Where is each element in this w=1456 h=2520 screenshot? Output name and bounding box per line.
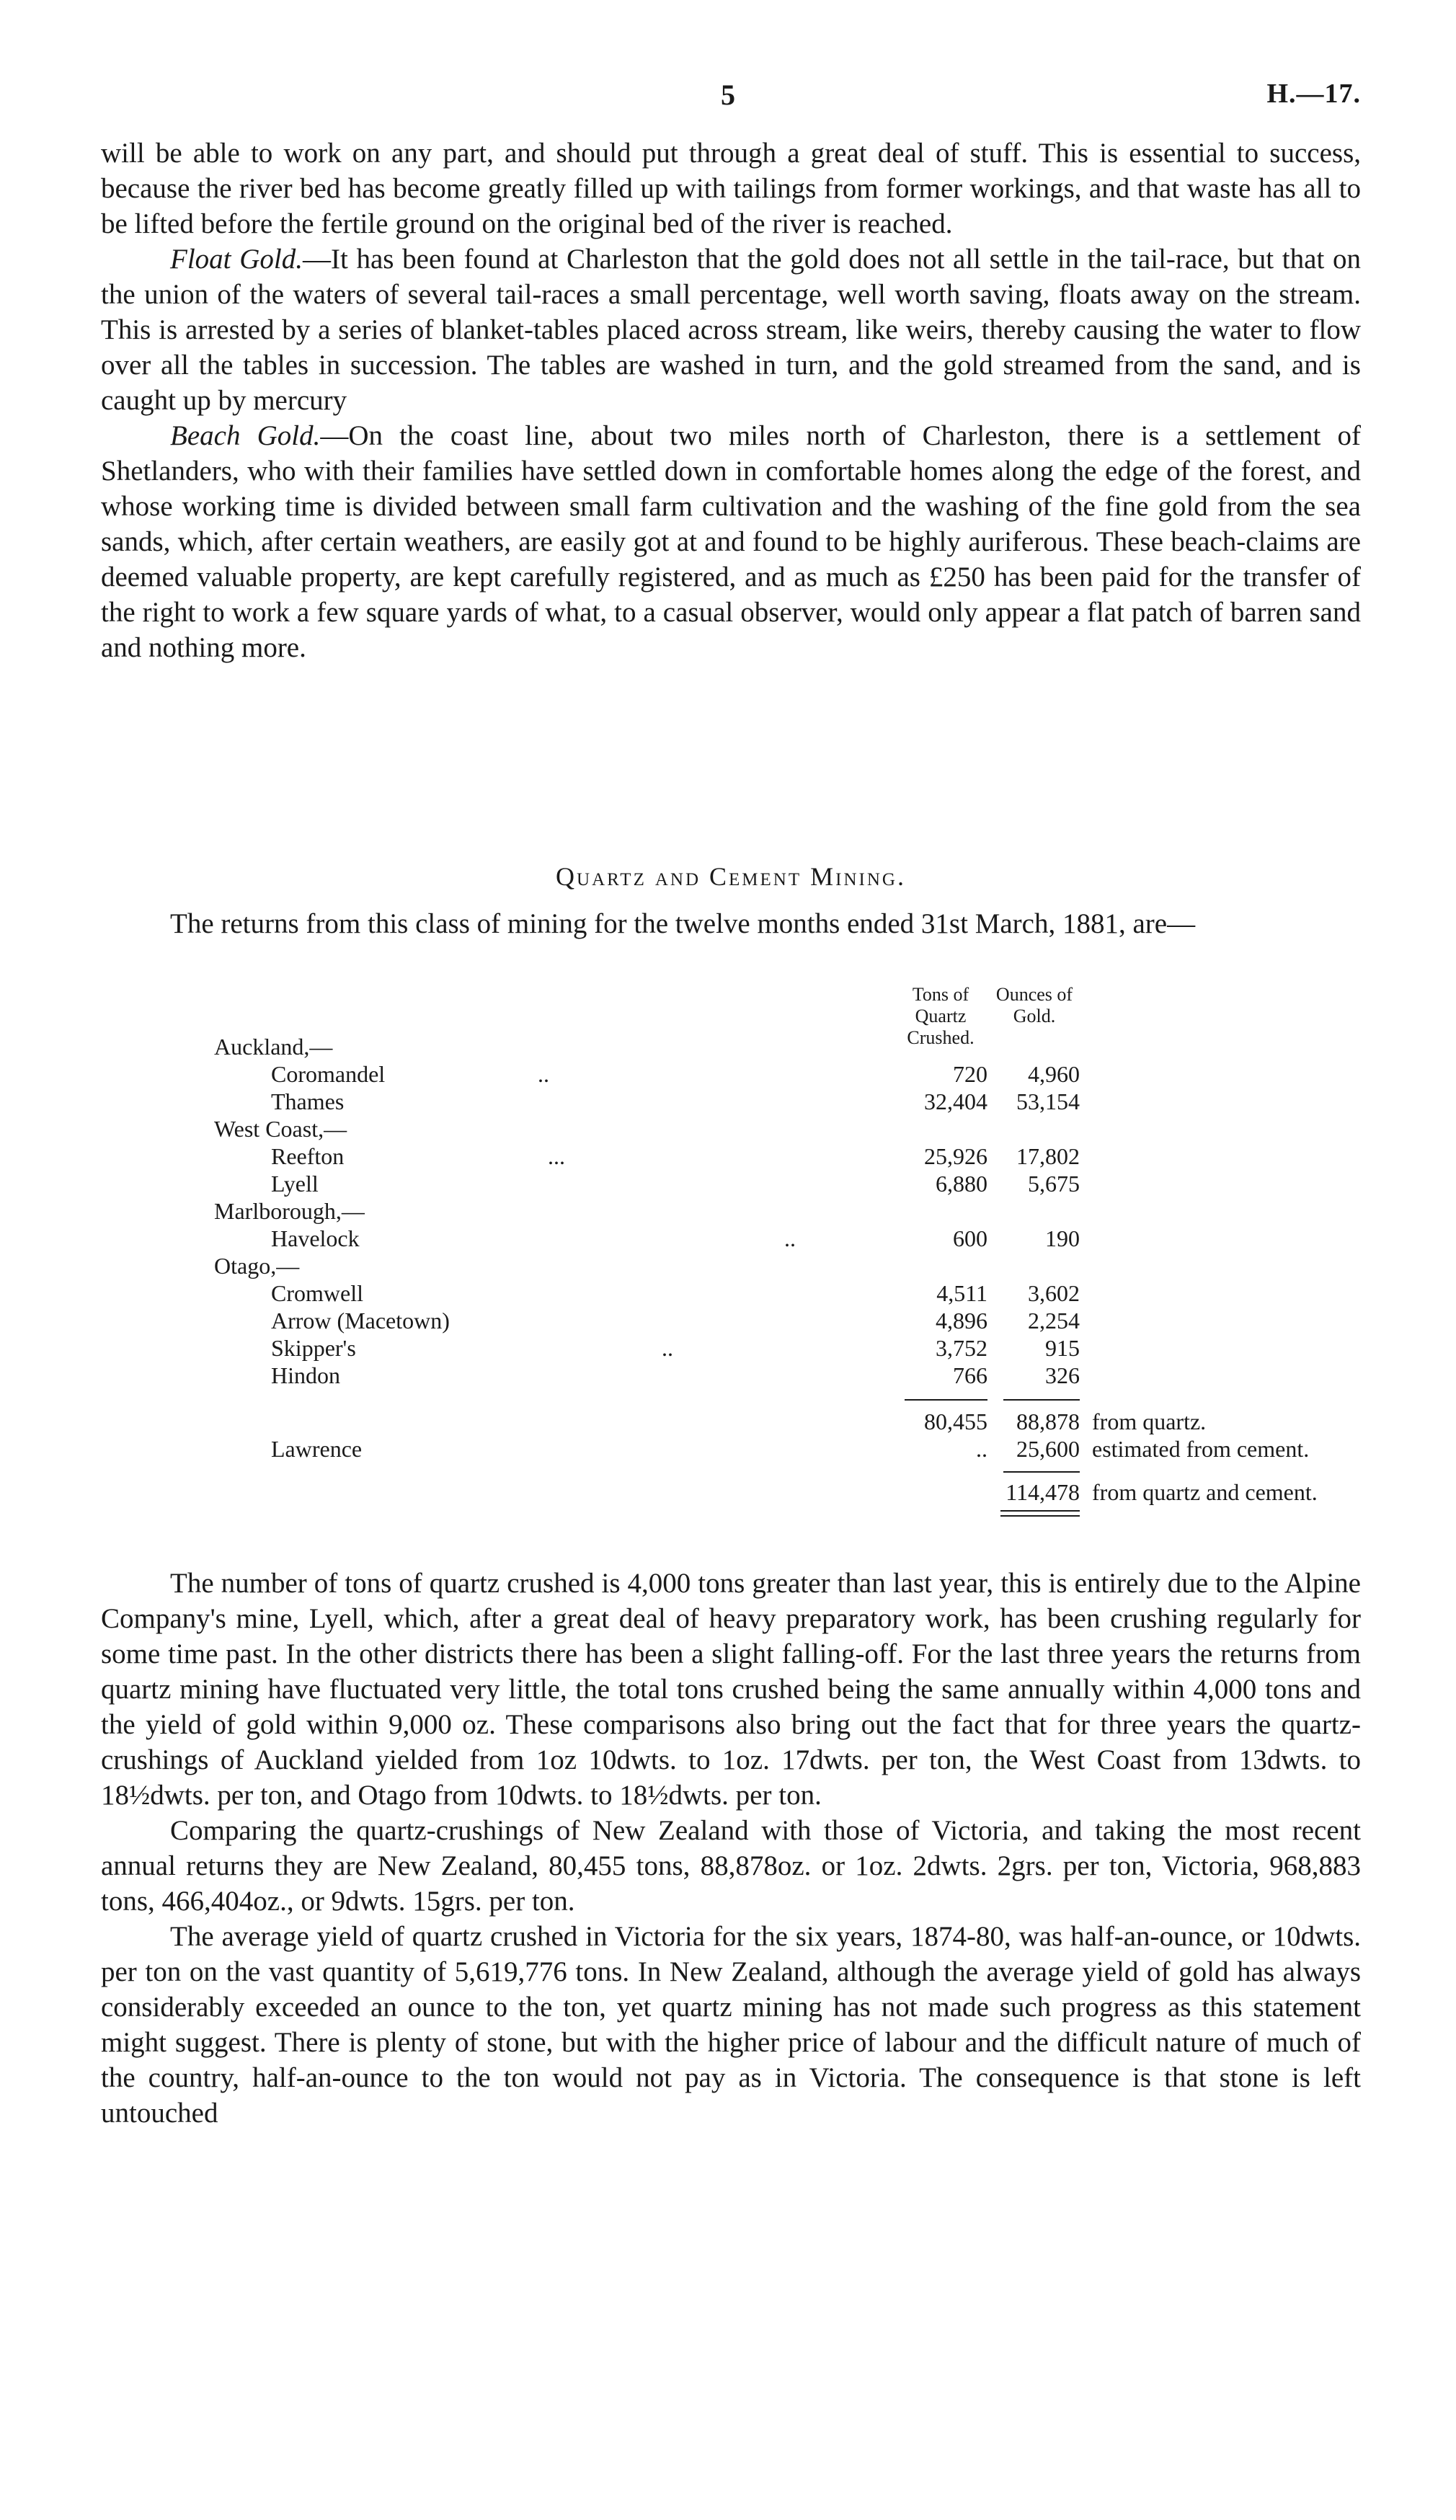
row-leader: ..	[784, 1225, 796, 1251]
row-tons: 4,511	[936, 1280, 987, 1306]
returns-table	[101, 984, 1361, 1532]
paragraph-river-bed: will be able to work on any part, and should put through a great deal of stuff. This is essential to success, because the river bed has become greatly filled up with tailings from former workings, and that waste has all to be lifted before the fertile ground on the original bed of the river is reached.	[101, 138, 1361, 239]
page-header	[101, 78, 1361, 114]
row-ounces: 17,802	[1016, 1143, 1080, 1169]
intro-text: The returns from this class of mining for the twelve months ended 31st March, 1881, are—	[170, 908, 1196, 939]
row-label: Lyell	[271, 1171, 319, 1197]
subtotal-ounces: 88,878	[1016, 1408, 1080, 1434]
beach-gold-text: —On the coast line, about two miles north of Charleston, there is a settlement of Shetlanders, who with their families have settled down in comfortable homes along the edge of the forest, and whose working time is divided between small farm cultivation and the washing of the fine gold from the sea sands, which, after certain weathers, are easily got at and found to be highly auriferous. These beach-claims are deemed valuable property, are kept carefully registered, and as much as £250 has been paid for the transfer of the right to work a few square yards of what, to a casual observer, would only appear a flat patch of barren sand and nothing more.	[101, 420, 1361, 663]
row-label: Marlborough,—	[214, 1198, 365, 1224]
table-row	[101, 1334, 1361, 1362]
float-gold-title: Float Gold.	[170, 244, 303, 275]
column-header-tons: Tons of Quartz Crushed.	[907, 984, 975, 1048]
row-ounces: 2,254	[1028, 1308, 1080, 1334]
lawrence-note: estimated from cement.	[1092, 1436, 1310, 1462]
total-double-rule-1	[1000, 1510, 1080, 1512]
row-label: Arrow (Macetown)	[271, 1308, 450, 1334]
section-heading: Quartz and Cement Mining.	[556, 862, 906, 891]
paragraph-average-yield: The average yield of quartz crushed in Victoria for the six years, 1874-80, was half-an-ounce, or 10dwts. per ton on the vast quantity of 5,619,776 tons. In New Zealand, although the average yield of gold has always considerably exceeded an ounce to the ton, yet quartz mining has not made such progress as this statement might suggest. There is plenty of stone, but with the higher price of labour and the difficult nature of much of the country, half-an-ounce to the ton would not pay as in Victoria. The consequence is that stone is left untouched	[101, 1921, 1361, 2129]
lawrence-tons: ..	[976, 1436, 987, 1462]
table-row	[101, 1307, 1361, 1334]
row-leader: ...	[548, 1143, 565, 1169]
subtotal-rule-ounces	[1003, 1399, 1080, 1401]
table-row	[101, 1088, 1361, 1115]
table-row	[101, 1170, 1361, 1197]
body-text-top	[101, 136, 1361, 665]
total-row	[101, 1478, 1361, 1506]
row-tons: 3,752	[936, 1335, 987, 1361]
table-row	[101, 1225, 1361, 1252]
table-row	[101, 1143, 1361, 1170]
row-tons: 600	[953, 1225, 987, 1251]
table-row	[101, 1252, 1361, 1279]
document-page	[101, 0, 1361, 2520]
paragraph-float-gold	[101, 241, 1361, 418]
float-gold-text: —It has been found at Charleston that the gold does not all settle in the tail-race, but that on the union of the waters of several tail-races a small percentage, well worth saving, floats away on the stream. This is arrested by a series of blanket-tables placed across stream, like weirs, thereby causing the water to flow over all the tables in succession. The tables are washed in turn, and the gold streamed from the sand, and is caught up by mercury	[101, 244, 1361, 416]
row-tons: 766	[953, 1362, 987, 1388]
row-label: Hindon	[271, 1362, 340, 1388]
row-label: Havelock	[271, 1225, 360, 1251]
row-ounces: 5,675	[1028, 1171, 1080, 1197]
row-ounces: 190	[1045, 1225, 1080, 1251]
row-ounces: 915	[1045, 1335, 1080, 1361]
row-tons: 720	[953, 1061, 987, 1087]
beach-gold-title: Beach Gold.	[170, 420, 321, 451]
body-text-bottom	[101, 1566, 1361, 2131]
table-row	[101, 1362, 1361, 1389]
row-tons: 4,896	[936, 1308, 987, 1334]
document-code: H.—17.	[1266, 79, 1361, 109]
subtotal-note: from quartz.	[1092, 1408, 1207, 1434]
table-row	[101, 1060, 1361, 1088]
subtotal-rule-tons	[905, 1399, 987, 1401]
row-tons: 32,404	[924, 1088, 987, 1114]
row-label: Otago,—	[214, 1253, 300, 1279]
subtotal-tons: 80,455	[924, 1408, 987, 1434]
row-label: West Coast,—	[214, 1116, 347, 1142]
subtotal-row	[101, 1408, 1361, 1435]
paragraph-comparison: Comparing the quartz-crushings of New Zealand with those of Victoria, and taking the most recent annual returns they are New Zealand, 80,455 tons, 88,878oz. or 1oz. 2dwts. 2grs. per ton, Victoria, 968,883 tons, 466,404oz., or 9dwts. 15grs. per ton.	[101, 1815, 1361, 1917]
row-ounces: 53,154	[1016, 1088, 1080, 1114]
row-ounces: 3,602	[1028, 1280, 1080, 1306]
lawrence-label: Lawrence	[271, 1436, 363, 1462]
table-row	[101, 1115, 1361, 1143]
row-leader: ..	[662, 1335, 673, 1361]
row-ounces: 4,960	[1028, 1061, 1080, 1087]
lawrence-row	[101, 1435, 1361, 1463]
row-label: Auckland,—	[214, 1034, 333, 1060]
row-label: Cromwell	[271, 1280, 363, 1306]
row-label: Skipper's	[271, 1335, 356, 1361]
paragraph-beach-gold	[101, 418, 1361, 665]
row-label: Reefton	[271, 1143, 345, 1169]
column-header-ounces: Ounces of Gold.	[995, 984, 1073, 1026]
table-row	[101, 1033, 1361, 1060]
section-intro	[101, 906, 1361, 941]
total-ounces: 114,478	[1006, 1479, 1080, 1505]
total-rule-top	[1003, 1471, 1080, 1473]
page-number: 5	[721, 79, 735, 111]
row-label: Coromandel	[271, 1061, 386, 1087]
row-tons: 25,926	[924, 1143, 987, 1169]
total-double-rule-2	[1000, 1515, 1080, 1517]
table-row	[101, 1197, 1361, 1225]
table-row	[101, 1279, 1361, 1307]
lawrence-ounces: 25,600	[1016, 1436, 1080, 1462]
row-tons: 6,880	[936, 1171, 987, 1197]
total-note: from quartz and cement.	[1092, 1479, 1318, 1505]
paragraph-tons-crushed: The number of tons of quartz crushed is 4,000 tons greater than last year, this is entirely due to the Alpine Company's mine, Lyell, which, after a great deal of heavy preparatory work, has been crushing regularly for some time past. In the other districts there has been a slight falling-off. For the last three years the returns from quartz mining have fluctuated very little, the total tons crushed being the same annually within 4,000 tons and the yield of gold within 9,000 oz. These comparisons also bring out the fact that for three years the quartz-crushings of Auckland yielded from 1oz 10dwts. to 1oz. 17dwts. per ton, the West Coast from 13dwts. to 18½dwts. per ton, and Otago from 10dwts. to 18½dwts. per ton.	[101, 1568, 1361, 1811]
row-leader: ..	[538, 1061, 549, 1087]
row-ounces: 326	[1045, 1362, 1080, 1388]
row-label: Thames	[271, 1088, 345, 1114]
